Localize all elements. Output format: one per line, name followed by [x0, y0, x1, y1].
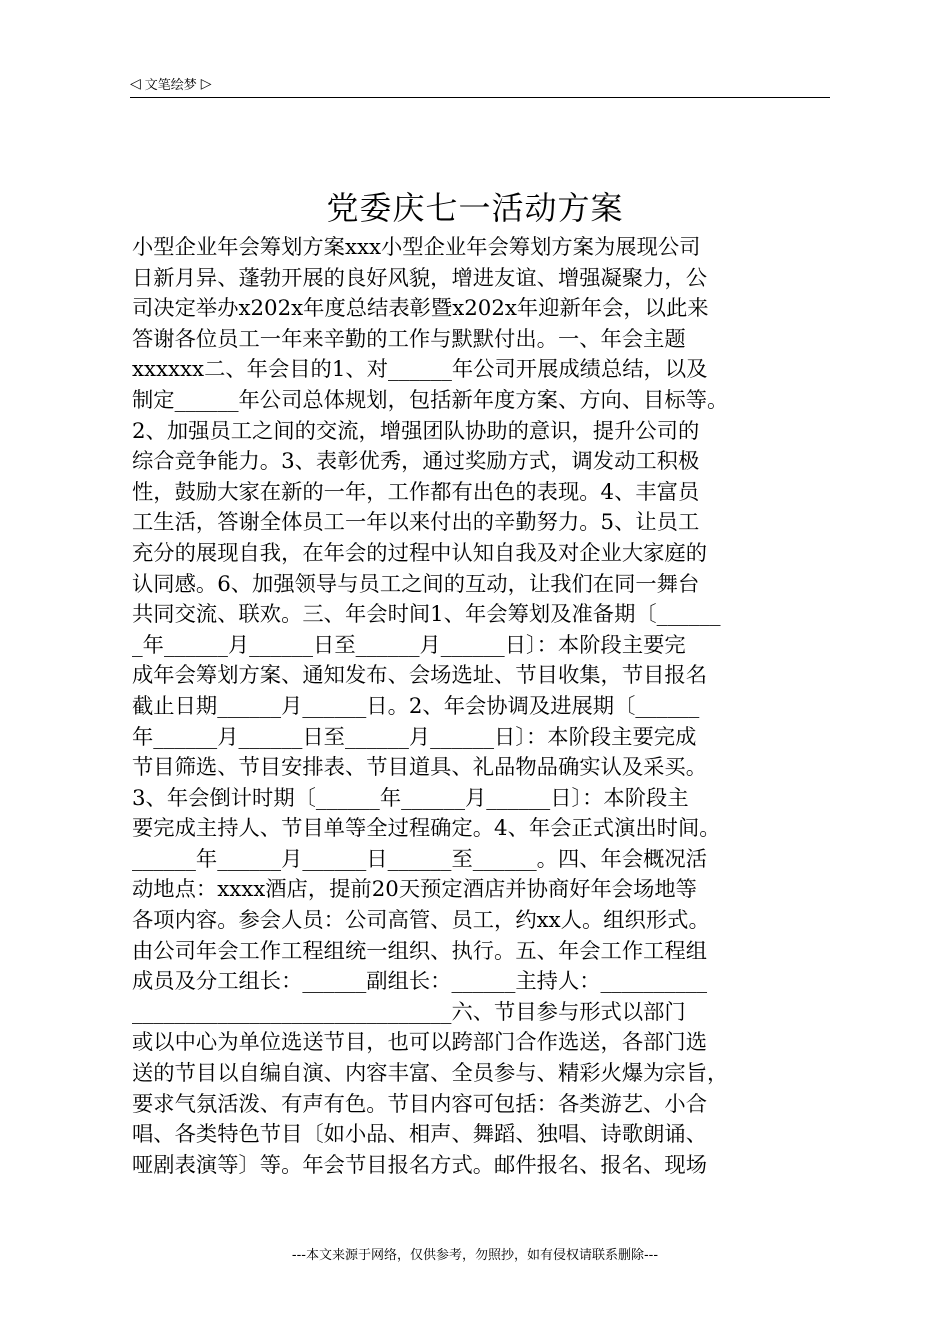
body-line: 充分的展现自我，在年会的过程中认知自我及对企业大家庭的	[132, 540, 708, 566]
right-triangle-icon: ▷	[200, 75, 212, 92]
body-line: 唱、各类特色节目〔如小品、相声、舞蹈、独唱、诗歌朗诵、	[132, 1122, 708, 1148]
body-line: 送的节目以自编自演、内容丰富、全员参与、精彩火爆为宗旨，	[132, 1061, 729, 1087]
body-line: ______年______月______日______至______。四、年会概况活	[132, 846, 708, 872]
document-header	[130, 74, 212, 93]
header-divider	[130, 97, 830, 98]
header-label: 文笔绘梦	[144, 78, 197, 93]
body-line: 各项内容。参会人员：公司高管、员工，约xx人。组织形式。	[132, 908, 710, 934]
body-line: 要求气氛活泼、有声有色。节目内容可包括：各类游艺、小合	[132, 1091, 708, 1117]
body-line: 认同感。6、加强领导与员工之间的互动，让我们在同一舞台	[132, 571, 700, 597]
body-line: _年______月______日至______月______日〕：本阶段主要完	[132, 632, 686, 658]
body-line: 成年会筹划方案、通知发布、会场选址、节目收集，节目报名	[132, 663, 708, 689]
body-line: 成员及分工组长：______副组长：______主持人：__________	[132, 969, 708, 995]
body-line: 共同交流、联欢。三、年会时间1、年会筹划及准备期〔______	[132, 602, 721, 628]
footer-disclaimer: ---本文来源于网络，仅供参考，勿照抄，如有侵权请联系删除---	[291, 1248, 659, 1263]
body-line: 司决定举办x202x年度总结表彰暨x202x年迎新年会，以此来	[132, 296, 709, 322]
body-line: 要完成主持人、节目单等全过程确定。4、年会正式演出时间。	[132, 816, 721, 842]
body-line: 哑剧表演等〕等。年会节目报名方式。邮件报名、报名、现场	[132, 1152, 708, 1178]
left-triangle-icon: ◁	[130, 75, 141, 92]
body-line: 答谢各位员工一年来辛勤的工作与默默付出。一、年会主题	[132, 326, 686, 352]
body-line: xxxxxx二、年会目的1、对______年公司开展成绩总结，以及	[132, 357, 708, 383]
body-line: 年______月______日至______月______日〕：本阶段主要完成	[132, 724, 697, 750]
body-line: ______________________________六、节目参与形式以部门	[132, 999, 686, 1025]
body-line: 性，鼓励大家在新的一年，工作都有出色的表现。4、丰富员	[132, 479, 700, 505]
body-line: 小型企业年会筹划方案xxx小型企业年会筹划方案为展现公司	[132, 235, 701, 260]
body-line: 或以中心为单位选送节目，也可以跨部门合作选送，各部门选	[132, 1030, 708, 1056]
body-line: 动地点：xxxx酒店，提前20天预定酒店并协商好年会场地等	[132, 877, 697, 903]
body-line: 节目筛选、节目安排表、节目道具、礼品物品确实认及采买。	[132, 755, 708, 781]
body-line: 日新月异、蓬勃开展的良好风貌，增进友谊、增强凝聚力，公	[132, 265, 708, 291]
body-line: 由公司年会工作工程组统一组织、执行。五、年会工作工程组	[132, 938, 708, 964]
body-line: 截止日期______月______日。2、年会协调及进展期〔______	[132, 693, 700, 719]
body-line: 综合竞争能力。3、表彰优秀，通过奖励方式，调发动工积极	[132, 449, 700, 475]
body-line: 工生活，答谢全体员工一年以来付出的辛勤努力。5、让员工	[132, 510, 700, 536]
body-line: 制定______年公司总体规划，包括新年度方案、方向、目标等。	[132, 387, 729, 413]
body-line: 2、加强员工之间的交流，增强团队协助的意识，提升公司的	[132, 418, 700, 444]
document-body	[132, 233, 822, 1181]
body-line: 3、年会倒计时期〔______年______月______日〕：本阶段主	[132, 785, 689, 811]
document-title: 党委庆七一活动方案	[326, 189, 624, 227]
